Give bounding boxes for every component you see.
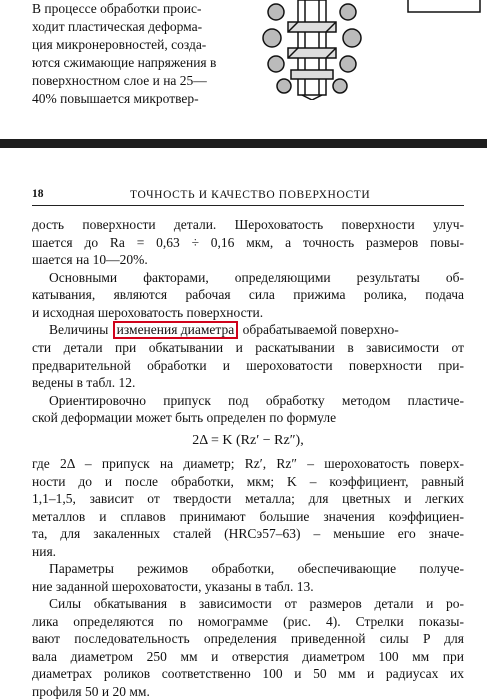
text-line: шается на 10—20%.: [32, 251, 464, 269]
text-line: Силы обкатывания в зависимости от размеров детали и ро-: [32, 595, 464, 613]
text-line: 1,1–1,5, зависит от твердости металла; для цветных и легких: [32, 490, 464, 508]
text-line: вают последовательность определения приведенной силы P для: [32, 630, 464, 648]
text-line: катывания, являются рабочая сила прижима ролика, подача: [32, 286, 464, 304]
text-line: ходит пластическая деформа-: [32, 18, 257, 36]
page-number: 18: [32, 188, 44, 200]
text-line: дость поверхности детали. Шероховатость поверхности улуч-: [32, 216, 464, 234]
text-line: поверхностном слое и на 25—: [32, 72, 257, 90]
highlighted-phrase: изменения диаметра: [113, 321, 239, 339]
text-line: та, для закаленных сталей (HRCэ57–63) – меньшие его значе-: [32, 525, 464, 543]
text-line: Ориентировочно припуск под обработку методом пластиче-: [32, 392, 464, 410]
text-line: вала диаметром 250 мм и отверстия диаметром 100 мм при: [32, 648, 464, 666]
roller-tool-figure: [258, 0, 487, 100]
text-fragment: Величины: [49, 322, 108, 337]
text-line: ности до и после обработки, мкм; K – коэффициент, равный: [32, 473, 464, 491]
text-line: ются сжимающие напряжения в: [32, 54, 257, 72]
text-line: В процессе обработки проис-: [32, 0, 257, 18]
text-line: предварительной обработки и шероховатости поверхности при-: [32, 357, 464, 375]
text-line: ние заданной шероховатости, указаны в табл. 13.: [32, 578, 464, 596]
text-line: шается до Ra = 0,63 ÷ 0,16 мкм, а точность размеров повы-: [32, 234, 464, 252]
text-line: Основными факторами, определяющими результаты об-: [32, 269, 464, 287]
text-line: диаметрах роликов соответственно 100 и 50 мм и радиусах их: [32, 665, 464, 683]
running-title: ТОЧНОСТЬ И КАЧЕСТВО ПОВЕРХНОСТИ: [130, 189, 370, 201]
formula: 2Δ = K (Rz′ − Rz″),: [32, 432, 464, 450]
text-line: Параметры режимов обработки, обеспечивающие получе-: [32, 560, 464, 578]
text-line: 40% повышается микротвер-: [32, 90, 257, 108]
text-line: и исходная шероховатость поверхности.: [32, 304, 464, 322]
page-divider: [0, 139, 487, 148]
text-line: лика определяются по номограмме (рис. 4). Стрелки показы-: [32, 613, 464, 631]
previous-page-text: [32, 0, 257, 108]
text-line: ция микронеровностей, созда-: [32, 36, 257, 54]
text-fragment: обрабатываемой поверхно-: [243, 322, 399, 337]
text-line: ской деформации может быть определен по формуле: [32, 409, 464, 427]
text-line: ния.: [32, 543, 464, 561]
page-header: [32, 188, 464, 206]
text-line: где 2Δ – припуск на диаметр; Rz′, Rz″ – шероховатость поверх-: [32, 455, 464, 473]
text-line: металлов и сплавов принимают большие значения коэффициен-: [32, 508, 464, 526]
text-line: сти детали при обкатывании и раскатывании в зависимости от: [32, 339, 464, 357]
text-line: ведены в табл. 12.: [32, 374, 464, 392]
text-line-with-highlight: [32, 321, 464, 339]
page-body: [32, 216, 464, 700]
text-line: профиля 50 и 20 мм.: [32, 683, 464, 700]
